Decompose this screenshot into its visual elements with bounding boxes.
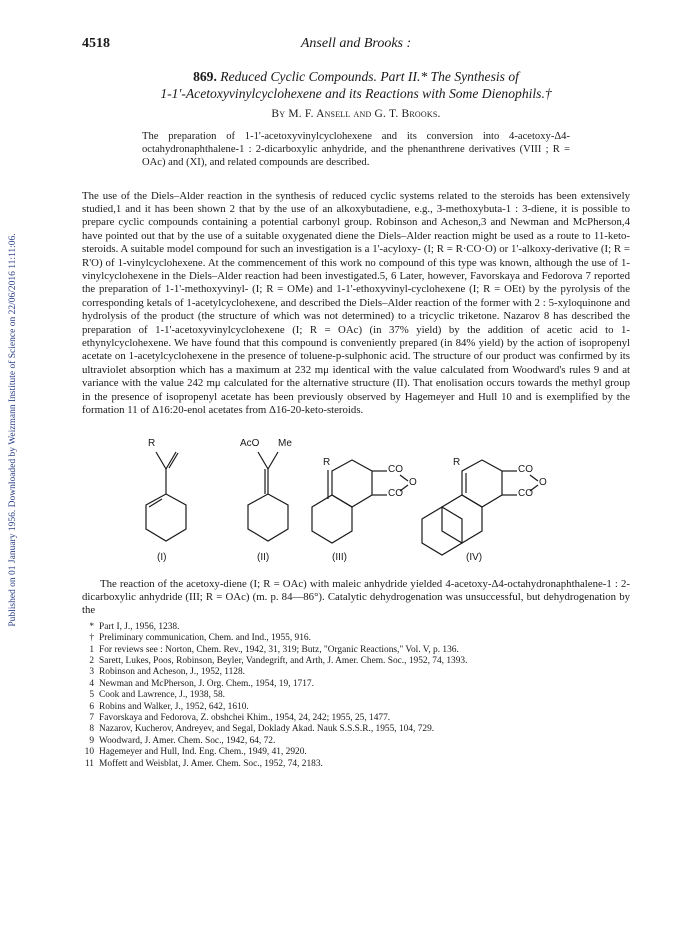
footnote-text: Cook and Lawrence, J., 1938, 58. [99,690,226,701]
footnote-mark: 1 [89,644,94,655]
footnote [82,702,630,713]
footnote-mark: 7 [89,712,94,723]
article-title [82,68,630,102]
structure-I [146,452,186,541]
label-co-III-bottom: CO [388,487,403,499]
body-text [82,190,630,418]
footnote-text: Newman and McPherson, J. Org. Chem., 1954, 19, 1717. [99,678,314,689]
label-aco: AcO [240,437,260,449]
download-watermark-text: Published on 01 January 1956. Downloaded by Weizmann Institute of Science on 22/06/2016 11:11:06. [8,233,18,627]
running-head: Ansell and Brooks : [300,36,412,51]
footnote-text: Part I, J., 1956, 1238. [99,621,180,632]
page-header [82,36,630,58]
footnote-mark: † [89,633,94,644]
journal-page [82,36,630,770]
footnote-text: Robins and Walker, J., 1952, 642, 1610. [99,701,249,712]
footnote [82,724,630,735]
chemical-structures [82,424,630,572]
abstract: The preparation of 1-1'-acetoxyvinylcyclohexene and its conversion into 4-acetoxy-Δ4-octahydronaphthalene-1 : 2-dicarboxylic anhydride, and the phenanthrene derivatives (VIII ; R = OAc) and (XI), and related compounds are described. [142,131,570,169]
footnote-mark: 11 [84,758,94,769]
label-o-III: O [409,476,417,488]
footnote-text: Sarett, Lukes, Poos, Robinson, Beyler, Vandegrift, and Arth, J. Amer. Chem. Soc., 1952, 74, 1393. [99,655,468,666]
title-line-1: Reduced Cyclic Compounds. Part II.* The Synthesis of [220,69,519,84]
footnote-text: Robinson and Acheson, J., 1952, 1128. [99,667,246,678]
label-r-III: R [323,456,331,468]
label-r-I: R [148,437,156,449]
footnote-text: For reviews see : Norton, Chem. Rev., 1942, 31, 319; Butz, "Organic Reactions," Vol. V, p. 136. [99,644,459,655]
footnote [82,736,630,747]
caption-I: (I) [157,551,167,563]
paragraph-2: The reaction of the acetoxy-diene (I; R = OAc) with maleic anhydride yielded 4-acetoxy-Δ4-octahydronaphthalene-1 : 2-dicarboxylic anhydride (III; R = OAc) (m. p. 84—86°). Catalytic dehydrogenation was unsuccessful, but dehydrogenation by the [82,577,630,617]
footnote-text: Moffett and Weisblat, J. Amer. Chem. Soc., 1952, 74, 2183. [99,758,323,769]
label-r-IV: R [453,456,461,468]
footnote-mark: 8 [89,724,94,735]
label-me: Me [278,437,292,449]
footnote [82,759,630,770]
body-text-continued [82,578,630,618]
download-watermark [2,150,24,710]
footnote-mark: 2 [89,655,94,666]
caption-III: (III) [332,551,347,563]
footnotes [82,622,630,770]
footnote [82,645,630,656]
caption-II: (II) [257,551,270,563]
footnote-text: Hagemeyer and Hull, Ind. Eng. Chem., 1949, 41, 2920. [99,747,307,758]
footnote-mark: 9 [89,735,94,746]
footnote-mark: 4 [89,678,94,689]
article-number: 869. [193,69,217,84]
footnote-text: Nazarov, Kucherov, Andreyev, and Segal, Doklady Akad. Nauk S.S.S.R., 1955, 104, 729. [99,724,435,735]
footnote [82,747,630,758]
label-co-IV-bottom: CO [518,487,533,499]
footnote-mark: 3 [89,667,94,678]
footnote [82,679,630,690]
footnote-text: Preliminary communication, Chem. and Ind., 1955, 916. [99,633,311,644]
footnote-mark: 10 [84,747,94,758]
footnote-mark: 6 [89,701,94,712]
footnote [82,656,630,667]
footnote-mark: 5 [89,690,94,701]
structure-figure [82,424,630,572]
footnote-text: Favorskaya and Fedorova, Z. obshchei Khim., 1954, 24, 242; 1955, 25, 1477. [99,712,391,723]
footnote-mark: * [89,621,94,632]
label-o-IV: O [539,476,547,488]
footnote-text: Woodward, J. Amer. Chem. Soc., 1942, 64, 72. [99,735,276,746]
page-number: 4518 [82,36,110,51]
footnote [82,667,630,678]
structure-II [248,452,288,541]
caption-IV: (IV) [466,551,483,563]
label-co-IV-top: CO [518,463,533,475]
footnote [82,690,630,701]
authors: By M. F. Ansell and G. T. Brooks. [271,108,441,120]
footnote [82,633,630,644]
footnote [82,622,630,633]
title-line-2: 1-1'-Acetoxyvinylcyclohexene and its Reactions with Some Dienophils.† [160,86,552,101]
footnote [82,713,630,724]
label-co-III-top: CO [388,463,403,475]
paragraph-1: The use of the Diels–Alder reaction in the synthesis of reduced cyclic systems related to the steroids has been extensively studied,1 and it has been shown 2 that by the use of an alkoxybutadiene, e.g., 3-methoxybuta-1 : 3-diene, it is possible to prepare cyclic compounds containing a potential carbonyl group. Robinson and Acheson,3 and Newman and McPherson,4 have pointed out that by the use of a suitable oxygenated diene the Diels–Alder reaction might be used as a route to 11-keto-steroids. A suitable model compound for such an investigation is a 1'-acyloxy- (I; R = R·CO·O) or 1'-alkoxy-derivative (I; R = R'O) of 1-vinylcyclohexene. At the commencement of this work no compound of this type was known, although the use of 1-vinylcyclohexene in the Diels–Alder reaction had been investigated.5, 6 Later, however, Favorskaya and Fedorova 7 reported the preparation of 1-1'-methoxyvinyl- (I; R = OMe) and 1-1'-ethoxyvinyl-cyclohexene (I; R = OEt) by the pyrolysis of the corresponding ketals of 1-acetylcyclohexene, and described the Diels–Alder reaction of the former with 2 : 5-xyloquinone and hydrolysis of the product (the structure of which was not determined) to a tricyclic triketone. Nazarov 8 has described the preparation of 1-1'-acetoxyvinylcyclohexene (I; R = OAc) (in 37% yield) by the addition of acetic acid to 1-ethynylcyclohexene. We have found that this compound is conveniently prepared (in 84% yield) by the action of isopropenyl acetate on 1-acetylcyclohexene in the presence of toluene-p-sulphonic acid. The structure of our product was confirmed by its ultraviolet absorption which has a maximum at 232 mμ identical with the value calculated from Woodward's rules 9 and at variance with the value 242 mμ calculated for the alternative structure (II). That enolisation occurs towards the methyl group in the presence of isopropenyl acetate has been previously observed by Hagemeyer and Hull 10 and is exemplified by the formation 11 of Δ16:20-enol acetates from Δ16-20-keto-steroids. [82,189,630,417]
